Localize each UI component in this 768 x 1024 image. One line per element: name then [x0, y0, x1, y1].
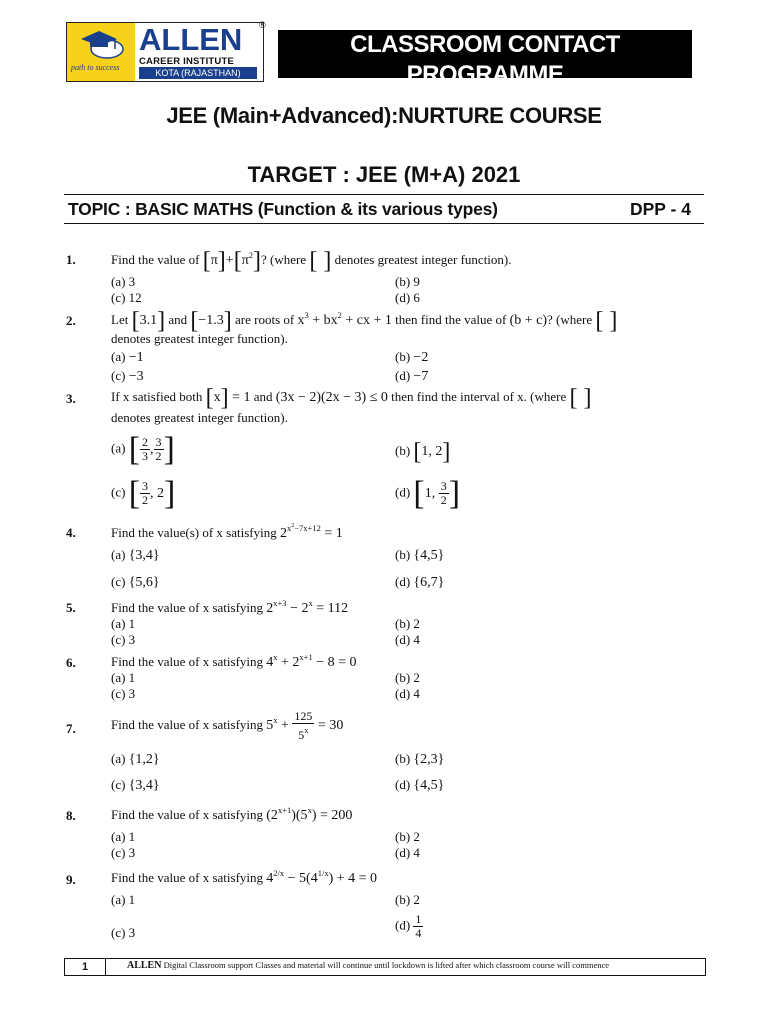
- question-text: Find the value of x satisfying $(2^{x+1})(5^x) = 200$: [111, 805, 353, 823]
- option-d: (d) $\frac{1}{4}$: [395, 912, 422, 940]
- option-d: (d) −7: [395, 368, 429, 384]
- option-a: (a) 1: [111, 670, 136, 685]
- question-text: Find the value of x satisfying $4^x + 2^{x+1} - 8 = 0$: [111, 652, 357, 670]
- question-number: 9.: [66, 872, 76, 887]
- option-a: (a) 3: [111, 274, 136, 289]
- question-text: Find the value(s) of x satisfying $2^{x^2-7x+12} = 1$: [111, 523, 343, 541]
- option-c: (c) 3: [111, 686, 136, 701]
- brand-name: ALLEN: [139, 22, 243, 57]
- option-c: (c) 3: [111, 845, 136, 860]
- question-text: Find the value of x satisfying $2^{x+3} - 2^x = 112$: [111, 598, 349, 616]
- option-b: (b) 9: [395, 274, 420, 289]
- graduation-cap-icon: [77, 29, 125, 59]
- brand-sub: CAREER INSTITUTE: [139, 56, 235, 67]
- option-a: (a) {3,4}: [111, 547, 160, 563]
- programme-banner: [278, 30, 692, 102]
- question-text: Find the value of x satisfying $5^x$ + $\frac{125}{5^x}$ = 30: [111, 709, 344, 742]
- option-c: (c) 3: [111, 925, 136, 940]
- allen-logo: [66, 22, 264, 82]
- option-b: (b) {4,5}: [395, 547, 445, 563]
- target-title: TARGET : JEE (M+A) 2021: [247, 162, 521, 187]
- option-d: (d) 4: [395, 845, 420, 860]
- question-text: If x satisfied both [x] = 1 and (3x − 2)(2x − 3) ≤ 0 then find the interval of x. (where [ ]: [111, 385, 592, 412]
- question-number: 4.: [66, 525, 76, 540]
- tagline: path to success: [71, 63, 120, 72]
- option-a: (a) 1: [111, 892, 136, 907]
- divider-bottom: [64, 223, 704, 224]
- question-text: Find the value of $[\pi]+[\pi^2]$? (where [ ] denotes greatest integer function).: [111, 247, 512, 275]
- option-a: (a) 1: [111, 616, 136, 631]
- option-b: (b) [1, 2]: [395, 439, 451, 465]
- dpp-number: DPP - 4: [630, 199, 691, 219]
- question-number: 6.: [66, 655, 76, 670]
- course-title: JEE (Main+Advanced):NURTURE COURSE: [166, 103, 602, 128]
- option-c: (c) {5,6}: [111, 574, 160, 590]
- option-a: (a) −1: [111, 349, 144, 365]
- question-number: 8.: [66, 808, 76, 823]
- question-number: 5.: [66, 600, 76, 615]
- option-a: (a) [ $\frac{2}{3}$ , $\frac{3}{2}$ ]: [111, 430, 175, 468]
- page-footer: [64, 958, 706, 976]
- option-c: (c) [ $\frac{3}{2}$ , 2]: [111, 474, 176, 512]
- option-b: (b) 2: [395, 670, 420, 685]
- question-text-line2: denotes greatest integer function).: [111, 410, 288, 425]
- option-d: (d) [1, $\frac{3}{2}$ ]: [395, 474, 461, 512]
- option-d: (d) 6: [395, 290, 420, 305]
- divider-top: [64, 194, 704, 195]
- question-number: 3.: [66, 391, 76, 406]
- topic-heading: TOPIC : BASIC MATHS (Function & its various types): [68, 199, 498, 219]
- footer-note: ALLEN Digital Classroom support Classes and material will continue until lockdown is lifted after which classroom course will commence: [127, 960, 610, 971]
- question-text-line2: denotes greatest integer function).: [111, 331, 288, 346]
- question-number: 2.: [66, 313, 76, 328]
- page-number: 1: [65, 959, 106, 975]
- option-b: (b) −2: [395, 349, 429, 365]
- option-d: (d) 4: [395, 632, 420, 647]
- programme-title: CLASSROOM CONTACT PROGRAMME: [350, 31, 620, 88]
- option-a: (a) 1: [111, 829, 136, 844]
- option-b: (b) 2: [395, 892, 420, 907]
- option-b: (b) {2,3}: [395, 751, 445, 767]
- option-b: (b) 2: [395, 616, 420, 631]
- academic-session: (Academic Session : 2020 - 2021): [415, 91, 555, 102]
- option-c: (c) 12: [111, 290, 142, 305]
- option-b: (b) 2: [395, 829, 420, 844]
- question-text: Find the value of x satisfying $4^{2/x} - 5(4^{1/x}) + 4 = 0$: [111, 868, 378, 886]
- question-number: 7.: [66, 721, 76, 736]
- option-c: (c) {3,4}: [111, 777, 160, 793]
- registered-mark: ®: [259, 20, 266, 30]
- question-text: Let [3.1] and [−1.3] are roots of $x^3 + bx^2$ + cx + 1 then find the value of (b + c)? (where [ ]: [111, 307, 618, 335]
- option-c: (c) 3: [111, 632, 136, 647]
- option-d: (d) 4: [395, 686, 420, 701]
- option-d: (d) {6,7}: [395, 574, 445, 590]
- brand-city: KOTA (RAJASTHAN): [139, 67, 257, 79]
- option-a: (a) {1,2}: [111, 751, 160, 767]
- option-d: (d) {4,5}: [395, 777, 445, 793]
- question-number: 1.: [66, 252, 76, 267]
- option-c: (c) −3: [111, 368, 144, 384]
- logo-emblem: [67, 23, 135, 81]
